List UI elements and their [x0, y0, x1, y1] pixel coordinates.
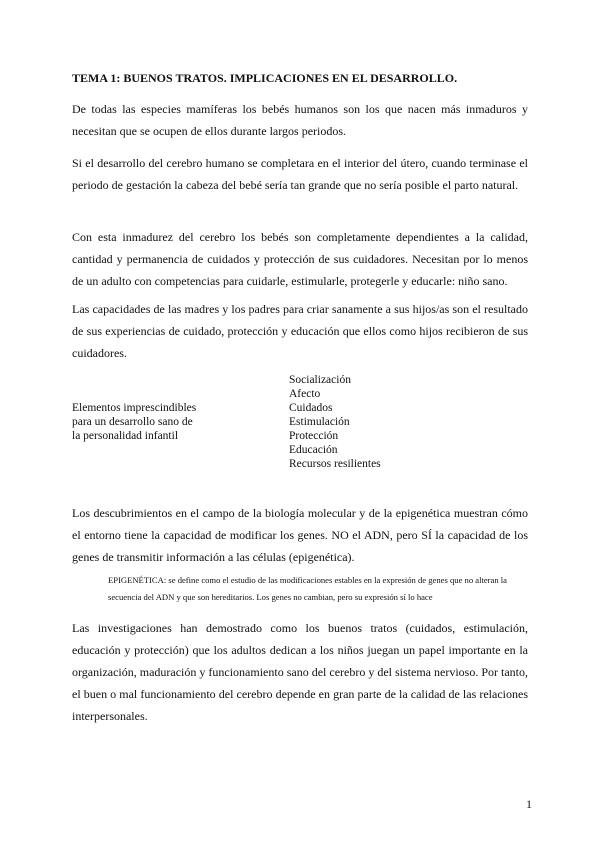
- paragraph-intro: De todas las especies mamíferas los bebés humanos son los que nacen más inmaduros y necesitan que se ocupen de ellos durante largos periodos.: [72, 102, 528, 138]
- epigenetics-note: EPIGENÉTICA: se define como el estudio de las modificaciones estables en la expresión de genes que no alteran la secuencia del ADN y que son hereditarios. Los genes no cambian, pero su expresión sí lo hace: [108, 575, 508, 602]
- page-number: 1: [526, 797, 532, 811]
- list-item: Estimulación: [289, 416, 350, 428]
- list-item: Protección: [289, 430, 339, 442]
- list-item: Socialización: [289, 374, 351, 386]
- list-item: Afecto: [289, 388, 321, 400]
- list-item: Educación: [289, 444, 338, 456]
- elements-heading-line: Elementos imprescindibles: [72, 402, 197, 414]
- paragraph-parental-capacities: Las capacidades de las madres y los padres para criar sanamente a sus hijos/as son el resultado de sus experiencias de cuidado, protección y educación que ellos como hijos recibieron de sus cuidadores.: [72, 302, 528, 360]
- paragraph-epigenetics: Los descubrimientos en el campo de la biología molecular y de la epigenética muestran cómo el entorno tiene la capacidad de modificar los genes. NO el ADN, pero SÍ la capacidad de los genes de transmitir información a las células (epigenética).: [72, 506, 528, 564]
- paragraph-dependence: Con esta inmadurez del cerebro los bebés son completamente dependientes a la calidad, cantidad y permanencia de cuidados y protección de sus cuidadores. Necesitan por lo menos de un adulto con competencias para cuidarle, estimularle, protegerle y educarle: niño sano.: [72, 230, 528, 288]
- paragraph-brain-development: Si el desarrollo del cerebro humano se completara en el interior del útero, cuando terminase el periodo de gestación la cabeza del bebé sería tan grande que no sería posible el parto natural.: [72, 156, 528, 192]
- list-item: Recursos resilientes: [289, 458, 381, 470]
- elements-list: [289, 373, 489, 471]
- elements-heading: [72, 401, 252, 443]
- page-title: TEMA 1: BUENOS TRATOS. IMPLICACIONES EN EL DESARROLLO.: [72, 71, 458, 85]
- elements-heading-line: para un desarrollo sano de: [72, 416, 193, 428]
- list-item: Cuidados: [289, 402, 333, 414]
- paragraph-final: Las investigaciones han demostrado como los buenos tratos (cuidados, estimulación, educación y protección) que los adultos dedican a los niños juegan un papel importante en la organización, maduración y funcionamiento sano del cerebro y del sistema nervioso. Por tanto, el buen o mal funcionamiento del cerebro depende en gran parte de la calidad de las relaciones interpersonales.: [72, 621, 528, 723]
- elements-heading-line: la personalidad infantil: [72, 430, 179, 442]
